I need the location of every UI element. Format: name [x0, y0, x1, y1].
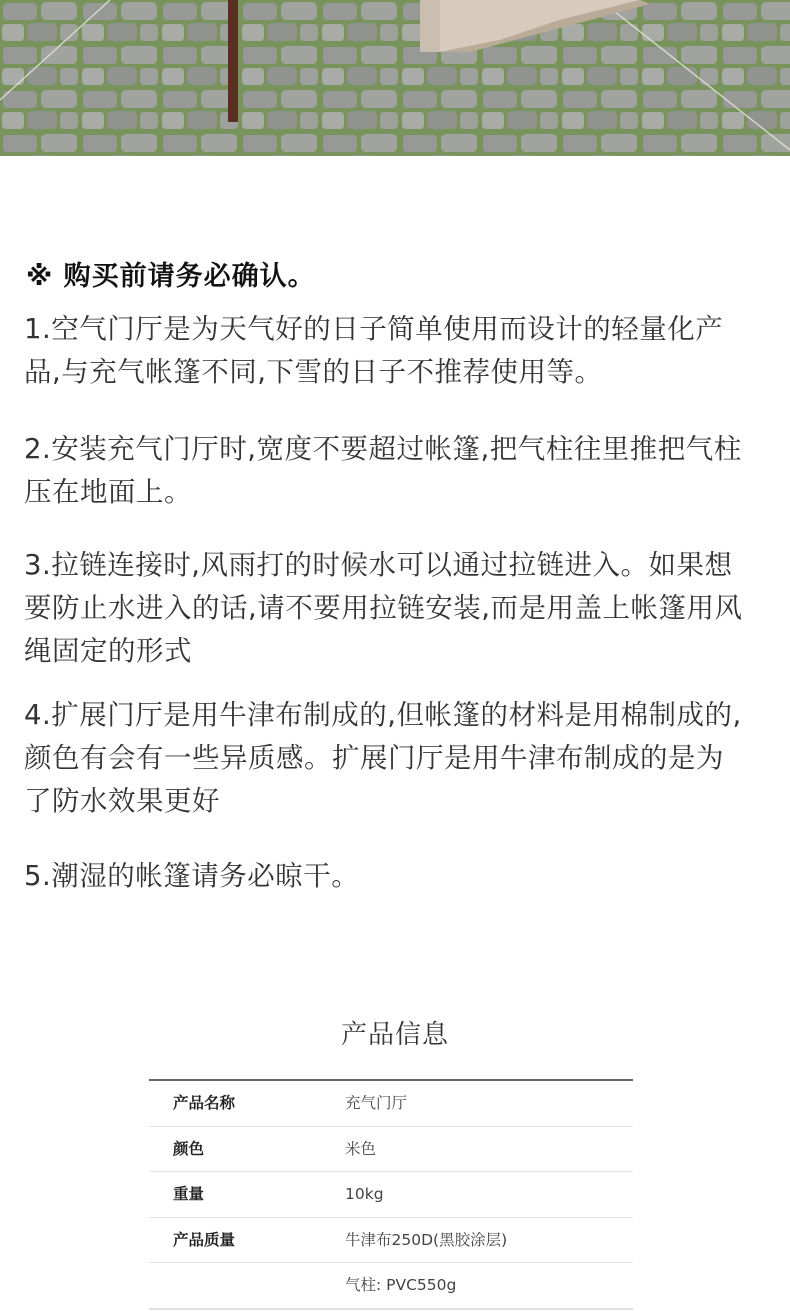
notice-item-5: 5.潮湿的帐篷请务必晾干。 — [24, 860, 360, 892]
product-info-table — [149, 1079, 633, 1310]
row-key: 重量 — [173, 1185, 205, 1203]
table-row — [149, 1127, 633, 1172]
table-row — [149, 1081, 633, 1127]
notice-item-4: 4.扩展门厅是用牛津布制成的,但帐篷的材料是用棉制成的,颜色有会有一些异质感。扩展门厅是用牛津布制成的是为了防水效果更好 — [24, 699, 742, 817]
row-key: 产品名称 — [173, 1094, 236, 1112]
row-value: 充气门厅 — [345, 1094, 408, 1112]
product-info-title: 产品信息 — [340, 1020, 449, 1050]
hero-photo — [0, 0, 790, 156]
table-row — [149, 1218, 633, 1263]
notice-item-3: 3.拉链连接时,风雨打的时候水可以通过拉链进入。如果想要防止水进入的话,请不要用拉链安装,而是用盖上帐篷用风绳固定的形式 — [24, 549, 743, 667]
notice-item-1: 1.空气门厅是为天气好的日子简单使用而设计的轻量化产品,与充气帐篷不同,下雪的日子不推荐使用等。 — [24, 313, 724, 388]
notice-item-2: 2.安装充气门厅时,宽度不要超过帐篷,把气柱往里推把气柱压在地面上。 — [24, 433, 742, 508]
row-key: 产品质量 — [173, 1231, 236, 1249]
row-value: 气柱: PVC550g — [345, 1276, 457, 1294]
row-value: 10kg — [345, 1185, 384, 1203]
notice-title: ※ 购买前请务必确认。 — [26, 261, 316, 292]
table-row — [149, 1172, 633, 1218]
row-value: 米色 — [345, 1140, 377, 1158]
row-key: 颜色 — [173, 1140, 205, 1158]
stone-paving-illustration — [0, 0, 790, 156]
row-value: 牛津布250D(黑胶涂层) — [345, 1231, 508, 1249]
table-row — [149, 1263, 633, 1310]
